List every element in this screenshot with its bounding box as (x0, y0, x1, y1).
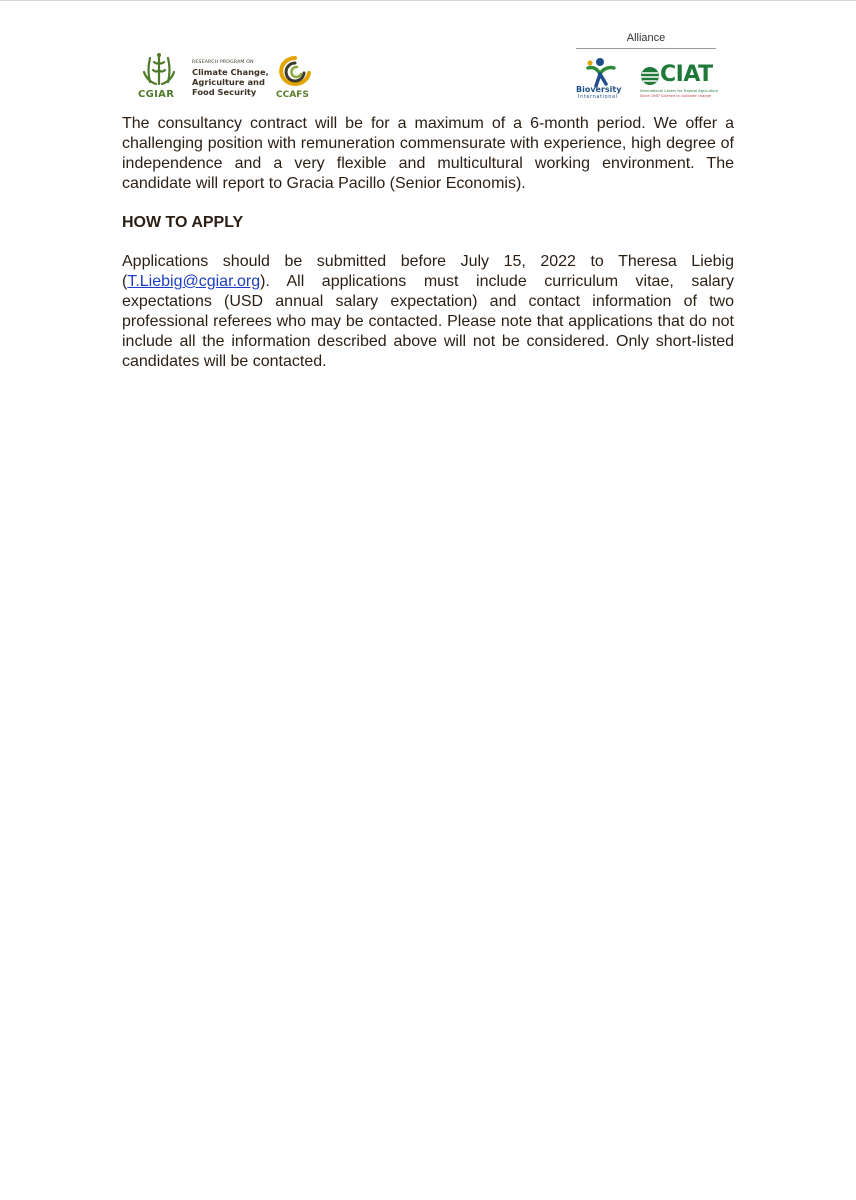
program-line-agriculture: Agriculture and (192, 77, 265, 87)
alliance-divider (576, 48, 716, 49)
bioversity-subtitle: International (578, 94, 618, 100)
contract-paragraph: The consultancy contract will be for a maximum of a 6-month period. We offer a challenging position with remuneration commensurate with experience, high degree of independence and a very flexible and multicultural working environment. The candidate will report to Gracia Pacillo (Senior Economis). (122, 115, 734, 192)
email-link[interactable]: T.Liebig@cgiar.org (127, 273, 261, 290)
ciat-wordmark: CIAT (660, 62, 713, 87)
ciat-tagline: Since 1967 Science to cultivate change (640, 94, 711, 98)
application-paragraph (122, 252, 734, 372)
program-line-food: Food Security (192, 87, 257, 97)
alliance-label: Alliance (626, 32, 666, 44)
how-to-apply-heading: HOW TO APPLY (122, 214, 244, 231)
program-line-climate: Climate Change, (192, 67, 269, 77)
bioversity-wordmark: Bioversity (576, 85, 622, 94)
alliance-logo (576, 32, 718, 102)
bioversity-figure-icon (582, 56, 618, 88)
ciat-subtitle: International Center for Tropical Agriculture (640, 89, 719, 93)
ccafs-swirl-icon (277, 55, 313, 87)
ccafs-program-title (192, 59, 269, 97)
application-text-end: ). All applications must include curriculum vitae, salary expectations (USD annual salary expectation) and contact information of two professional referees who may be contacted. Please note that applications that do not include all the information described above will not be considered. Only short-listed candidates will be contacted. (122, 273, 734, 370)
program-label: RESEARCH PROGRAM ON (192, 60, 254, 65)
ciat-globe-icon (639, 66, 661, 86)
cgiar-ccafs-logo (136, 52, 321, 102)
page-top-border (0, 0, 856, 1)
ccafs-wordmark: CCAFS (276, 90, 309, 100)
application-text-start: Applications should be submitted before July 15, 2022 to Theresa Liebig ( (122, 253, 734, 290)
document-body (122, 114, 734, 372)
cgiar-wordmark: CGIAR (138, 89, 175, 100)
